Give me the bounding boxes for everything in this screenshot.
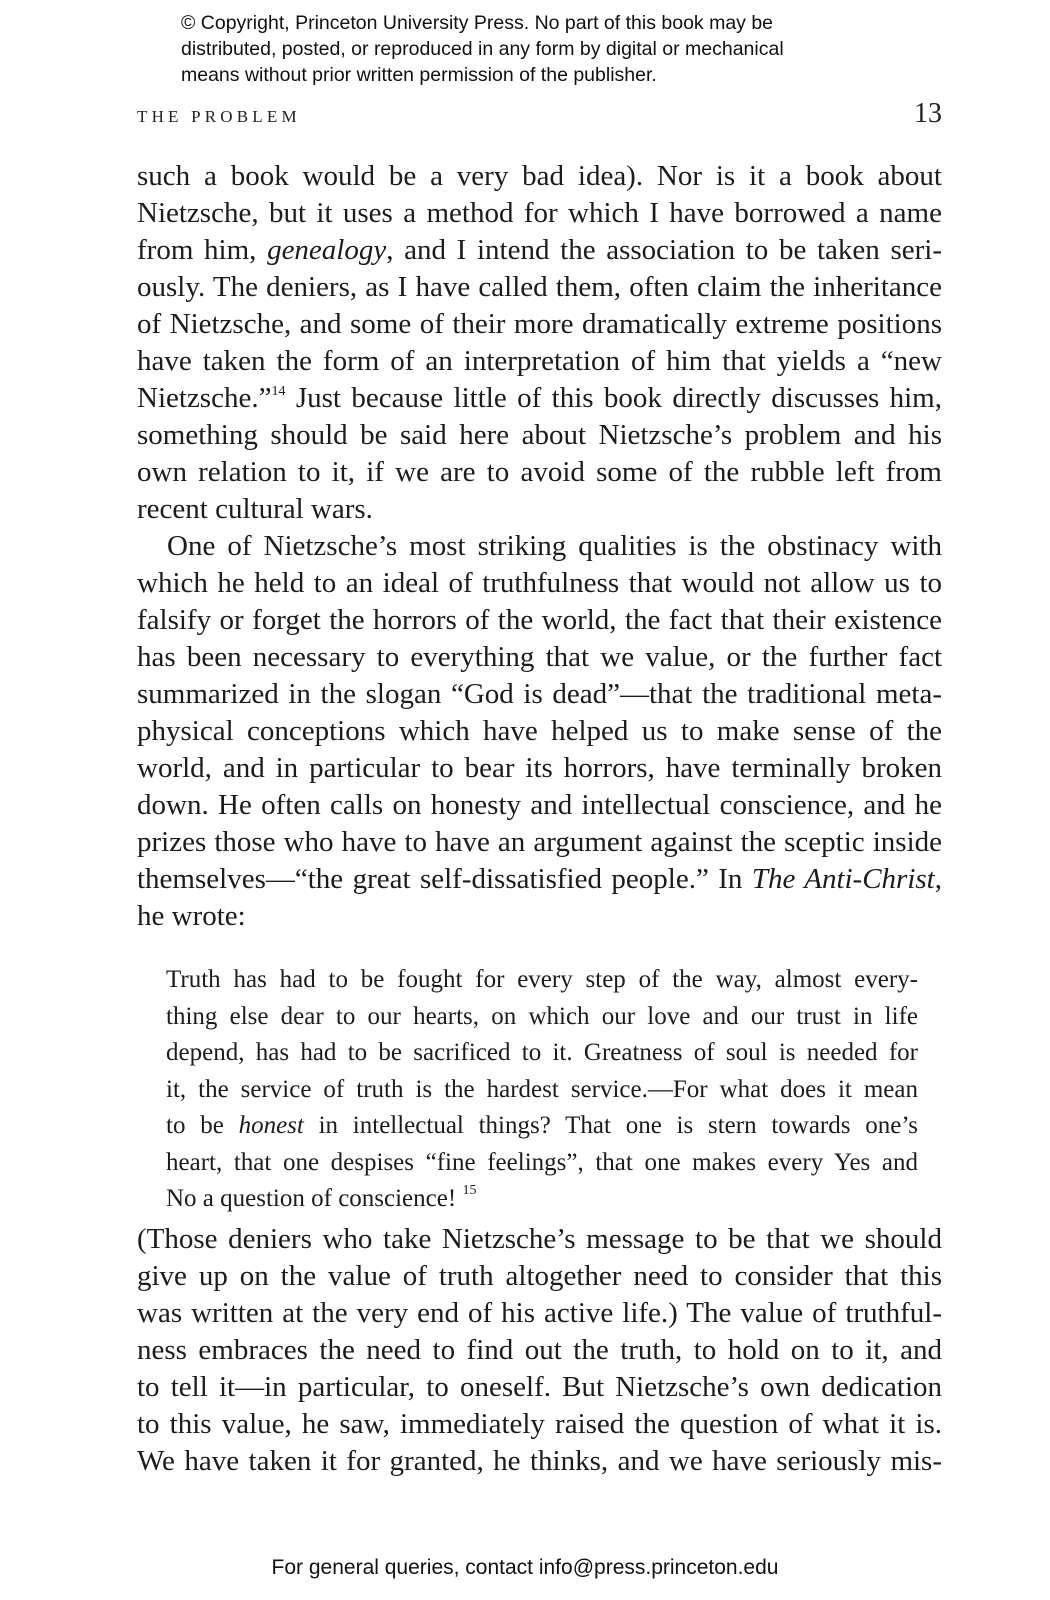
text-line: summarized in the slogan “God is dead”—that the traditional meta- (137, 678, 942, 710)
text-line: Nietzsche, but it uses a method for which I have borrowed a name (137, 197, 942, 229)
text-run: from him, (137, 234, 268, 266)
text-line: he wrote: (137, 900, 246, 932)
quote-line (166, 1108, 918, 1145)
text-run: to be (166, 1112, 239, 1139)
text-line: which he held to an ideal of truthfulness that would not allow us to (137, 567, 942, 599)
text-line: own relation to it, if we are to avoid some of the rubble left from (137, 456, 942, 488)
text-line: was written at the very end of his active life.) The value of truthful- (137, 1297, 942, 1329)
copyright-line: means without prior written permission of the publisher. (181, 64, 657, 86)
text-line: have taken the form of an interpretation of him that yields a “new (137, 345, 942, 377)
copyright-line: distributed, posted, or reproduced in any form by digital or mechanical (181, 38, 784, 60)
text-run: themselves—“the great self-dissatisfied people.” In (137, 863, 752, 895)
text-line: give up on the value of truth altogether need to consider that this (137, 1260, 942, 1292)
paragraph-2 (137, 528, 942, 935)
text-line (137, 380, 942, 417)
paragraph-1 (137, 158, 942, 528)
quote-line (166, 1181, 918, 1218)
text-line: ously. The deniers, as I have called them, often claim the inheritance (137, 271, 942, 303)
text-run: , (934, 863, 942, 895)
text-line: of Nietzsche, and some of their more dramatically extreme positions (137, 308, 942, 340)
footnote-marker: 15 (462, 1183, 477, 1198)
text-line: something should be said here about Nietzsche’s problem and his (137, 419, 942, 451)
text-line: to this value, he saw, immediately raised the question of what it is. (137, 1408, 942, 1440)
text-run: in intellectual things? That one is stern towards one’s (303, 1112, 919, 1139)
quote-line: it, the service of truth is the hardest service.—For what does it mean (166, 1075, 918, 1103)
italic-term: genealogy (267, 234, 387, 266)
text-run: No a question of conscience! (166, 1185, 463, 1212)
text-line: (Those deniers who take Nietzsche’s message to be that we should (137, 1223, 942, 1255)
text-run: Just because little of this book directly discusses him, (285, 382, 942, 414)
italic-term: honest (238, 1112, 304, 1139)
quote-line: Truth has had to be fought for every step of the way, almost every- (166, 966, 918, 993)
quote-line: depend, has had to be sacrificed to it. Greatness of soul is needed for (166, 1039, 918, 1066)
copyright-line: © Copyright, Princeton University Press. No part of this book may be (181, 12, 774, 34)
italic-title: The Anti-Christ (751, 863, 935, 895)
text-run: Nietzsche.” (137, 382, 272, 414)
paragraph-3 (137, 1221, 942, 1480)
text-line: down. He often calls on honesty and intellectual conscience, and he (137, 789, 942, 821)
block-quote (166, 962, 918, 1218)
text-line: falsify or forget the horrors of the world, the fact that their existence (137, 604, 942, 636)
text-line: such a book would be a very bad idea). Nor is it a book about (137, 160, 942, 192)
text-line (137, 861, 942, 898)
footnote-marker: 14 (271, 384, 286, 399)
text-line: recent cultural wars. (137, 493, 373, 525)
text-line: prizes those who have to have an argument against the sceptic inside (137, 826, 942, 858)
quote-line: heart, that one despises “fine feelings”, that one makes every Yes and (166, 1148, 918, 1176)
page-number: 13 (914, 98, 942, 129)
text-line: ness embraces the need to find out the truth, to hold on to it, and (137, 1334, 942, 1366)
text-line: physical conceptions which have helped us to make sense of the (137, 715, 942, 747)
running-head: THE PROBLEM (137, 107, 301, 126)
text-line: has been necessary to everything that we value, or the further fact (137, 641, 942, 673)
text-line (137, 232, 942, 269)
text-run: , and I intend the association to be taken seri- (386, 234, 942, 266)
text-line: to tell it—in particular, to oneself. But Nietzsche’s own dedication (137, 1371, 942, 1403)
copyright-notice (181, 10, 901, 88)
text-line: One of Nietzsche’s most striking qualities is the obstinacy with (167, 530, 942, 562)
text-line: world, and in particular to bear its horrors, have terminally broken (137, 752, 942, 784)
quote-line: thing else dear to our hearts, on which our love and our trust in life (166, 1002, 918, 1030)
publisher-contact-footer: For general queries, contact info@press.princeton.edu (271, 1556, 779, 1579)
text-line: We have taken it for granted, he thinks, and we have seriously mis- (137, 1445, 942, 1477)
